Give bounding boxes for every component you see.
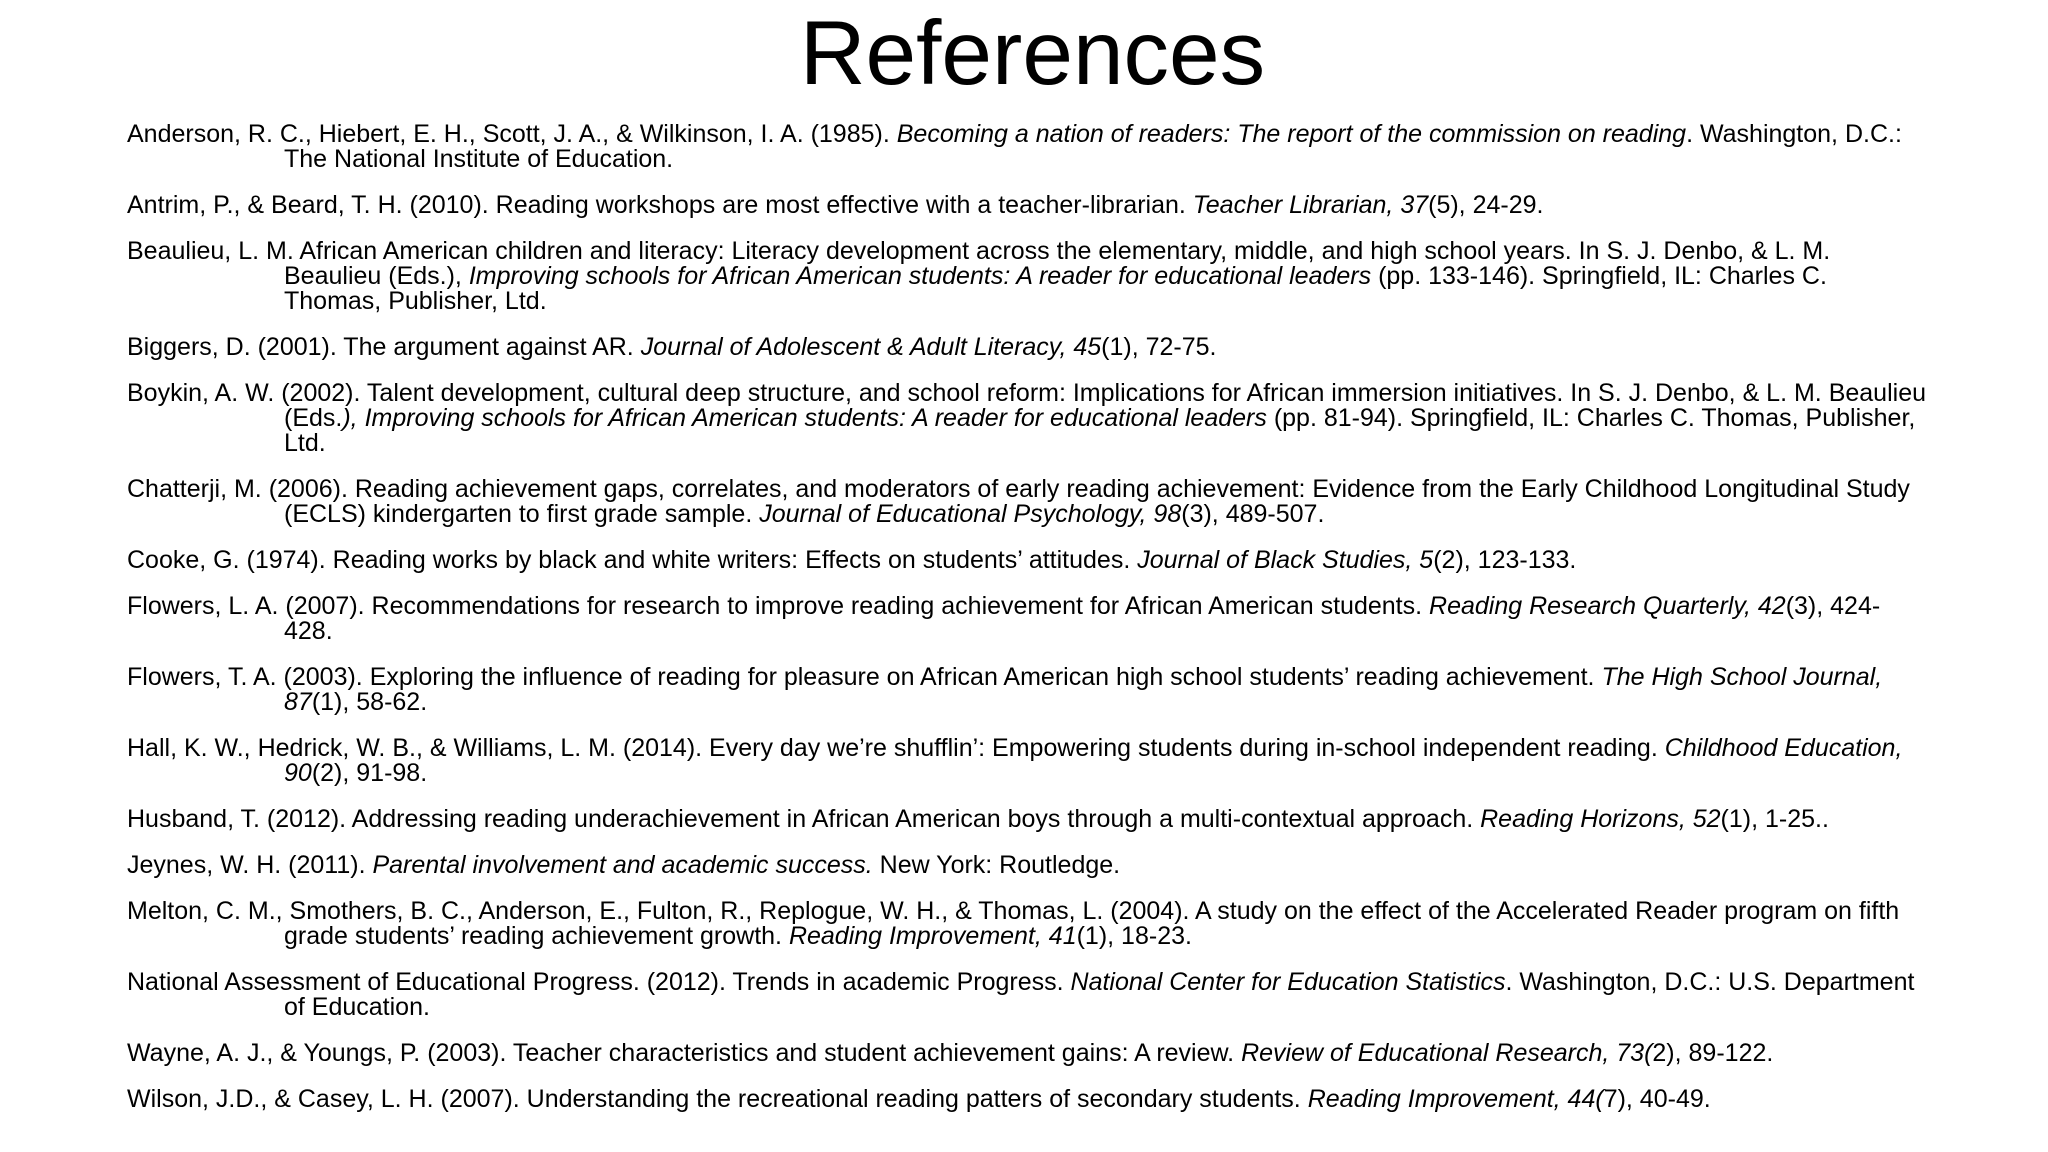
reference-entry bbox=[127, 1087, 1927, 1112]
reference-italic-text: ), Improving schools for African American students: A reader for educational leaders bbox=[342, 404, 1267, 432]
reference-entry bbox=[127, 970, 1927, 1020]
reference-entry bbox=[127, 477, 1927, 527]
reference-text: Chatterji, M. (2006). Reading achievement gaps, correlates, and moderators of early reading achievement: Evidence from the Early Childhood Longitudinal Study (ECLS) kindergarten to first grade sample. bbox=[127, 475, 1910, 528]
reference-text: (3), 424-428. bbox=[284, 592, 1881, 645]
reference-entry bbox=[127, 239, 1927, 314]
reference-text: Flowers, T. A. (2003). Exploring the influence of reading for pleasure on African American high school students’ reading achievement. bbox=[127, 663, 1602, 691]
reference-entry bbox=[127, 193, 1927, 218]
reference-text: . Washington, D.C.: The National Institute of Education. bbox=[284, 120, 1902, 173]
reference-entry bbox=[127, 853, 1927, 878]
reference-italic-text: Reading Horizons, 52 bbox=[1480, 805, 1721, 833]
reference-text: Jeynes, W. H. (2011). bbox=[127, 851, 373, 879]
reference-text: (1), 58-62. bbox=[311, 688, 428, 716]
reference-entry bbox=[127, 665, 1927, 715]
reference-entry bbox=[127, 807, 1927, 832]
slide-title: References bbox=[799, 3, 1266, 104]
reference-entry bbox=[127, 335, 1927, 360]
reference-text: Hall, K. W., Hedrick, W. B., & Williams, L. M. (2014). Every day we’re shufflin’: Empowering students during in-school independent reading. bbox=[127, 734, 1665, 762]
reference-entry bbox=[127, 381, 1927, 456]
reference-text: Biggers, D. (2001). The argument against AR. bbox=[127, 333, 641, 361]
reference-italic-text: Parental involvement and academic success. bbox=[372, 851, 873, 879]
reference-italic-text: Childhood Education, 90 bbox=[284, 734, 1903, 787]
reference-text: (2), 91-98. bbox=[311, 759, 428, 787]
reference-italic-text: The High School Journal, 87 bbox=[284, 663, 1883, 716]
reference-text: Flowers, L. A. (2007). Recommendations for research to improve reading achievement for African American students. bbox=[127, 592, 1430, 620]
reference-text: (5), 24-29. bbox=[1428, 191, 1544, 219]
reference-list bbox=[127, 122, 1927, 1133]
reference-italic-text: Improving schools for African American students: A reader for educational leaders bbox=[468, 262, 1372, 290]
reference-text: Anderson, R. C., Hiebert, E. H., Scott, J. A., & Wilkinson, I. A. (1985). bbox=[127, 120, 897, 148]
reference-entry bbox=[127, 736, 1927, 786]
reference-text: (pp. 133-146). Springfield, IL: Charles C. Thomas, Publisher, Ltd. bbox=[284, 262, 1827, 315]
reference-text: Wilson, J.D., & Casey, L. H. (2007). Understanding the recreational reading patters of secondary students. bbox=[127, 1085, 1308, 1113]
reference-text: Boykin, A. W. (2002). Talent development, cultural deep structure, and school reform: Implications for African immersion initiatives. In S. J. Denbo, & L. M. Beaulieu (Eds. bbox=[127, 379, 1926, 432]
reference-text: Husband, T. (2012). Addressing reading underachievement in African American boys through a multi-contextual approach. bbox=[127, 805, 1481, 833]
reference-italic-text: Reading Improvement, 44( bbox=[1307, 1085, 1604, 1113]
reference-text: Antrim, P., & Beard, T. H. (2010). Reading workshops are most effective with a teacher-librarian. bbox=[127, 191, 1193, 219]
reference-italic-text: Becoming a nation of readers: The report of the commission on reading bbox=[896, 120, 1687, 148]
reference-entry bbox=[127, 1041, 1927, 1066]
reference-entry bbox=[127, 122, 1927, 172]
reference-text: National Assessment of Educational Progress. (2012). Trends in academic Progress. bbox=[127, 968, 1071, 996]
reference-text: Cooke, G. (1974). Reading works by black and white writers: Effects on students’ attitudes. bbox=[127, 546, 1138, 574]
reference-entry bbox=[127, 899, 1927, 949]
reference-text: Wayne, A. J., & Youngs, P. (2003). Teacher characteristics and student achievement gains: A review. bbox=[127, 1039, 1242, 1067]
reference-italic-text: Reading Improvement, 41 bbox=[788, 922, 1077, 950]
reference-italic-text: Journal of Adolescent & Adult Literacy, 45 bbox=[640, 333, 1102, 361]
reference-italic-text: Journal of Educational Psychology, 98 bbox=[759, 500, 1182, 528]
reference-text: 2), 89-122. bbox=[1652, 1039, 1774, 1067]
reference-entry bbox=[127, 548, 1927, 573]
reference-text: . Washington, D.C.: U.S. Department of Education. bbox=[284, 968, 1915, 1021]
reference-text: Beaulieu, L. M. African American children and literacy: Literacy development across the elementary, middle, and high school years. In S. J. Denbo, & L. M. Beaulieu (Eds.), bbox=[127, 237, 1831, 290]
reference-italic-text: Teacher Librarian, 37 bbox=[1192, 191, 1429, 219]
reference-italic-text: Reading Research Quarterly, 42 bbox=[1429, 592, 1786, 620]
reference-text: (2), 123-133. bbox=[1433, 546, 1577, 574]
reference-text: 7), 40-49. bbox=[1603, 1085, 1711, 1113]
reference-entry bbox=[127, 594, 1927, 644]
reference-italic-text: Review of Educational Research, 73( bbox=[1241, 1039, 1653, 1067]
reference-text: Melton, C. M., Smothers, B. C., Anderson, E., Fulton, R., Replogue, W. H., & Thomas, L. (2004). A study on the effect of the Accelerated Reader program on fifth grade students’ reading achievement growth. bbox=[127, 897, 1900, 950]
reference-text: (1), 1-25.. bbox=[1720, 805, 1829, 833]
reference-italic-text: Journal of Black Studies, 5 bbox=[1137, 546, 1434, 574]
reference-text: (1), 72-75. bbox=[1101, 333, 1217, 361]
reference-text: (1), 18-23. bbox=[1076, 922, 1192, 950]
reference-text: New York: Routledge. bbox=[872, 851, 1121, 879]
reference-text: (pp. 81-94). Springfield, IL: Charles C. Thomas, Publisher, Ltd. bbox=[284, 404, 1916, 457]
reference-text: (3), 489-507. bbox=[1181, 500, 1325, 528]
reference-italic-text: National Center for Education Statistics bbox=[1070, 968, 1506, 996]
